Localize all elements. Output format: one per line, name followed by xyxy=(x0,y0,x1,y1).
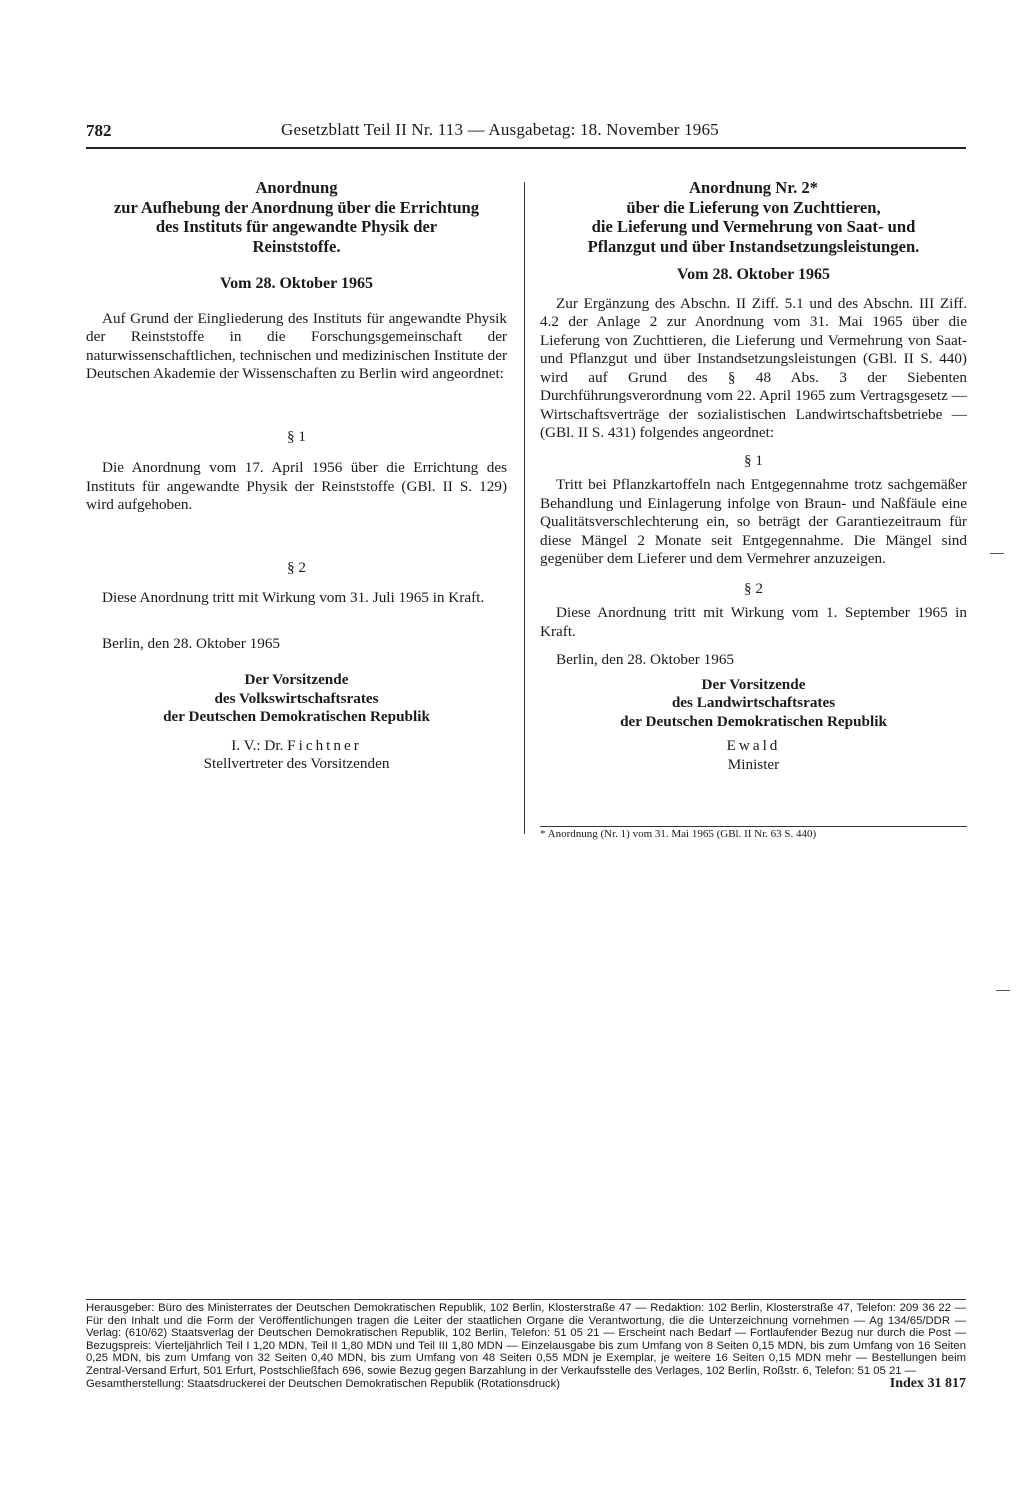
left-column xyxy=(86,178,507,774)
page-header xyxy=(86,117,966,149)
right-signatory-role: Minister xyxy=(727,755,780,773)
left-section1-heading: § 1 xyxy=(287,427,306,445)
right-place-date: Berlin, den 28. Oktober 1965 xyxy=(556,651,735,668)
right-section1-heading: § 1 xyxy=(744,451,763,469)
right-preamble: Zur Ergänzung des Abschn. II Ziff. 5.1 und des Abschn. III Ziff. 4.2 der Anlage 2 zur Anordnung vom 31. Mai 1965 über die Lieferung von Zuchttieren, die Lieferung und Vermehrung von Saat- und Pflanzgut und über Instandsetzungsleistungen (GBl. II S. 440) wird auf Grund des § 48 Abs. 3 der Siebenten Durchführungsverordnung vom 22. April 1965 zum Vertragsgesetz — Wirtschaftsverträge der sozialistischen Landwirtschaftsbetriebe — (GBl. II S. 431) folgendes angeordnet: xyxy=(540,294,967,441)
right-ordinance-title xyxy=(540,178,967,256)
right-signatory-name: Ewald xyxy=(726,737,781,754)
left-title-line: Anordnung xyxy=(255,178,338,197)
left-section2-heading: § 2 xyxy=(287,558,306,576)
right-section1-text: Tritt bei Pflanzkartoffeln nach Entgegennahme trotz sachgemäßer Behandlung und Einlagerung infolge von Braun- und Naßfäule eine Qualitätsverschlechterung ein, so beträgt der Garantiezeitraum für diese Mängel 2 Monate seit Entgegennahme. Die Mängel sind gegenüber dem Lieferer und dem Vermehrer anzuzeigen. xyxy=(540,476,967,567)
right-date: Vom 28. Oktober 1965 xyxy=(677,266,830,283)
left-title-line: Reinststoffe. xyxy=(252,236,341,256)
right-title-line: die Lieferung und Vermehrung von Saat- und xyxy=(591,217,916,236)
left-date: Vom 28. Oktober 1965 xyxy=(220,275,373,292)
left-section2-text: Diese Anordnung tritt mit Wirkung vom 31. Juli 1965 in Kraft. xyxy=(102,589,485,606)
imprint-last-line xyxy=(86,1375,966,1391)
right-signatory-title-line: der Deutschen Demokratischen Republik xyxy=(620,712,887,730)
index-number: Index 31 817 xyxy=(889,1375,966,1391)
right-signatory-title-line: Der Vorsitzende xyxy=(701,675,806,693)
scan-mark xyxy=(996,990,1010,991)
left-signatory-name: Fichtner xyxy=(287,736,362,754)
left-signatory-block xyxy=(86,671,507,774)
right-title-line: Pflanzgut und über Instandsetzungsleistungen. xyxy=(587,236,920,256)
right-signatory-title-line: des Landwirtschaftsrates xyxy=(671,694,836,711)
imprint-text: Herausgeber: Büro des Ministerrates der Deutschen Demokratischen Republik, 102 Berlin, Klosterstraße 47 — Redaktion: 102 Berlin, Klosterstraße 47, Telefon: 209 36 22 — Für den Inhalt und die Form der Veröffentlichungen tragen die Leiter der staatlichen Organe die Verantwortung, die die Unterzeichnung vornehmen — Ag 134/65/DDR — Verlag: (610/62) Staatsverlag der Deutschen Demokratischen Republik, 102 Berlin, Telefon: 51 05 21 — Erscheint nach Bedarf — Fortlaufender Bezug nur durch die Post — Bezugspreis: Vierteljährlich Teil I 1,20 MDN, Teil II 1,80 MDN und Teil III 1,80 MDN — Einzelausgabe bis zum Umfang von 8 Seiten 0,15 MDN, bis zum Umfang von 16 Seiten 0,25 MDN, bis zum Umfang von 32 Seiten 0,40 MDN, bis zum Umfang von 48 Seiten 0,55 MDN je Exemplar, je weitere 16 Seiten 0,15 MDN mehr — Bestellungen beim Zentral-Versand Erfurt, 501 Erfurt, Postschließfach 696, sowie Bezug gegen Barzahlung in der Verkaufsstelle des Verlages, 102 Berlin, Roßstr. 6, Telefon: 51 05 21 — xyxy=(86,1302,966,1377)
left-signatory-role: Stellvertreter des Vorsitzenden xyxy=(203,755,390,772)
left-ordinance-title xyxy=(86,178,507,256)
left-signatory-prefix: I. V.: Dr. xyxy=(231,736,284,754)
left-section1-text: Die Anordnung vom 17. April 1956 über die Errichtung des Instituts für angewandte Physik der Reinststoffe (GBl. II S. 129) wird aufgehoben. xyxy=(86,459,507,513)
right-title-line: über die Lieferung von Zuchttieren, xyxy=(626,197,881,217)
scan-mark xyxy=(990,553,1004,554)
left-title-line: zur Aufhebung der Anordnung über die Errichtung xyxy=(113,197,480,217)
right-section2-heading: § 2 xyxy=(744,579,763,597)
left-signatory-title-line: Der Vorsitzende xyxy=(244,671,349,688)
right-title-line: Anordnung Nr. 2* xyxy=(689,178,818,197)
left-preamble: Auf Grund der Eingliederung des Instituts für angewandte Physik der Reinststoffe in die Forschungsgemeinschaft der naturwissenschaftlichen, technischen und medizinischen Institute der Deutschen Akademie der Wissenschaften zu Berlin wird angeordnet: xyxy=(86,309,507,382)
left-signatory-title-line: des Volkswirtschaftsrates xyxy=(214,689,379,707)
left-signatory-title-line: der Deutschen Demokratischen Republik xyxy=(163,708,430,725)
left-title-line: des Instituts für angewandte Physik der xyxy=(155,217,438,236)
right-section2-text: Diese Anordnung tritt mit Wirkung vom 1. September 1965 in Kraft. xyxy=(540,604,967,640)
column-divider xyxy=(524,182,525,834)
left-place-date: Berlin, den 28. Oktober 1965 xyxy=(102,634,281,652)
imprint-printer: Gesamtherstellung: Staatsdruckerei der Deutschen Demokratischen Republik (Rotationsdruck) xyxy=(86,1377,561,1390)
right-footnote: * Anordnung (Nr. 1) vom 31. Mai 1965 (GBl. II Nr. 63 S. 440) xyxy=(540,826,967,841)
page-number: 782 xyxy=(86,121,112,140)
right-signatory-block xyxy=(540,676,967,775)
left-signatory-line xyxy=(86,737,507,756)
running-title: Gesetzblatt Teil II Nr. 113 — Ausgabetag: 18. November 1965 xyxy=(281,120,719,139)
right-column xyxy=(540,178,967,774)
publisher-imprint xyxy=(86,1299,966,1390)
